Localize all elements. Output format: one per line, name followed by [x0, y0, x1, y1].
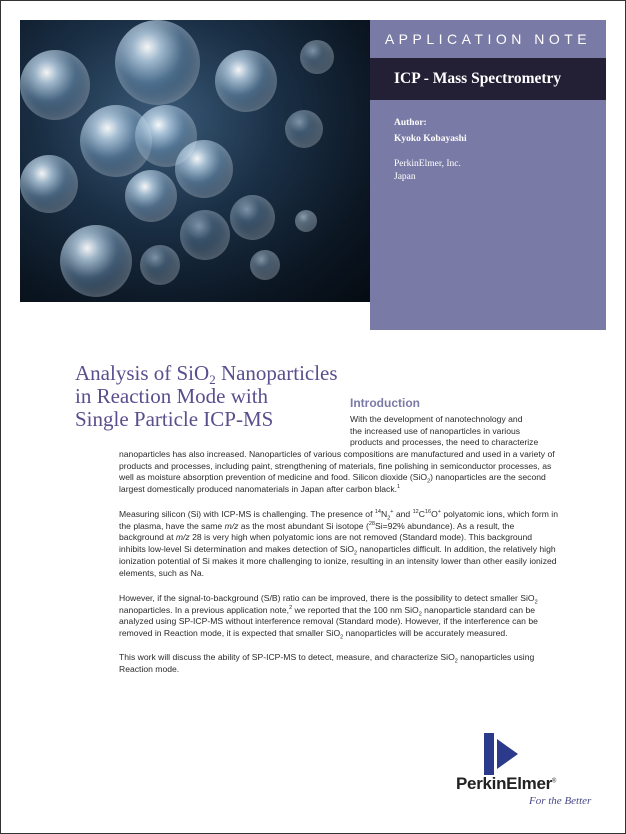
nanoparticle-sphere	[140, 245, 180, 285]
author-name: Kyoko Kobayashi	[394, 134, 467, 144]
nanoparticle-sphere	[230, 195, 275, 240]
nanoparticle-sphere	[285, 110, 323, 148]
nanoparticle-sphere	[250, 250, 280, 280]
intro-line: the increased use of nanoparticles in various	[350, 425, 521, 436]
nanoparticle-sphere	[300, 40, 334, 74]
perkinelmer-wordmark: PerkinElmer®	[456, 774, 557, 793]
perkinelmer-logo-icon	[478, 733, 522, 775]
intro-lead-lines	[350, 414, 550, 449]
title-line-3: Single Particle ICP-MS	[75, 407, 274, 431]
nanoparticle-sphere	[115, 20, 200, 105]
nanoparticle-sphere	[295, 210, 317, 232]
nanoparticle-sphere	[215, 50, 277, 112]
author-label: Author:	[394, 118, 427, 128]
banner-label: APPLICATION NOTE	[384, 31, 592, 47]
banner-application-note	[370, 20, 606, 58]
nanoparticle-sphere	[20, 50, 90, 120]
nanoparticle-sphere	[60, 225, 132, 297]
title-line-2: in Reaction Mode with	[75, 384, 269, 408]
hero-image-nanoparticles	[20, 20, 370, 302]
section-heading-introduction: Introduction	[350, 396, 420, 410]
technique-label: ICP - Mass Spectrometry	[394, 70, 562, 87]
paragraph-2: Measuring silicon (Si) with ICP-MS is challenging. The presence of $^{14}N_2^+$ and $^{12}C^{16}O^+$ polyatomic ions, which form in the plasma, have the same m/z as the most abundant Si isotope ($^{28}$Si=92% abundance). As a result, the background at m/z 28 is very high when polyatomic ions are not removed (Standard mode). This background inhibits low-level Si determination and makes detection of SiO$_2$ nanoparticles difficult. In addition, the relatively high ionization potential of Si makes it more challenging to ionize, resulting in an intensity lower than other easily ionized elements, such as Na.	[119, 509, 558, 578]
title-line-1: Analysis of SiO$_2$ Nanoparticles	[75, 361, 338, 387]
document-title	[75, 362, 355, 431]
author-country: Japan	[394, 172, 416, 182]
nanoparticle-sphere	[175, 140, 233, 198]
author-organization: PerkinElmer, Inc.	[394, 159, 461, 169]
intro-line: products and processes, the need to characterize	[350, 437, 539, 448]
paragraph-4: This work will discuss the ability of SP-ICP-MS to detect, measure, and characterize SiO$_2$ nanoparticles using Reaction mode.	[119, 652, 535, 674]
paragraph-1: nanoparticles has also increased. Nanoparticles of various compositions are manufactured and used in a variety of products and processes, including paint, strengthening of materials, fine polishing in semiconductor processes, as well as moisture absorption prevention of medicine and food. Silicon dioxide (SiO$_2$) nanoparticles are the second largest domestically produced nanomaterials in Japan after carbon black.$^1$	[119, 449, 555, 495]
nanoparticle-sphere	[125, 170, 177, 222]
author-panel	[370, 100, 606, 330]
technique-band	[370, 58, 606, 100]
logo-tagline: For the Better	[529, 795, 592, 807]
nanoparticle-sphere	[180, 210, 230, 260]
paragraph-3: However, if the signal-to-background (S/B) ratio can be improved, there is the possibility to detect smaller SiO$_2$ nanoparticles. In a previous application note,$^2$ we reported that the 100 nm SiO$_2$ nanoparticle standard can be analyzed using SP-ICP-MS without interference removal (Standard mode). However, if the interference can be removed in Reaction mode, it is expected that smaller SiO$_2$ nanoparticles will be accurately measured.	[119, 593, 538, 641]
intro-line: With the development of nanotechnology and	[350, 414, 523, 424]
nanoparticle-sphere	[20, 155, 78, 213]
